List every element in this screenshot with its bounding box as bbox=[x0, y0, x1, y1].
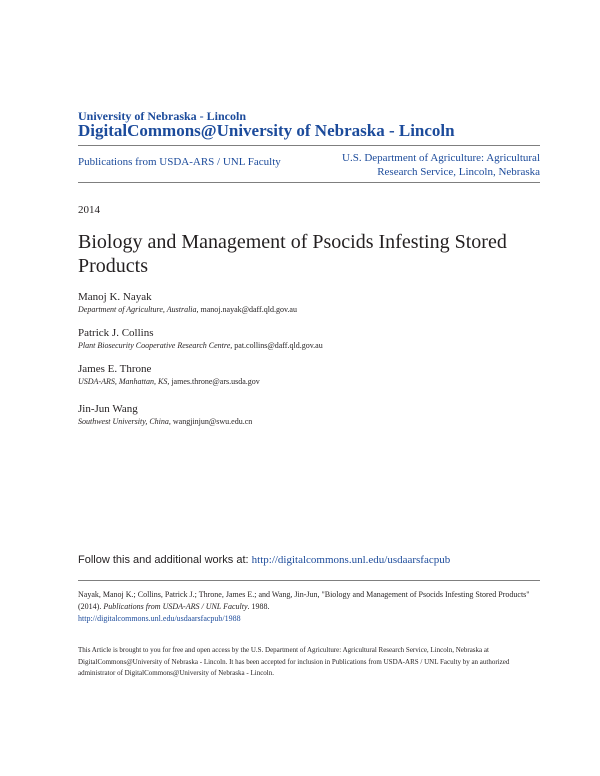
access-notice: This Article is brought to you for free and open access by the U.S. Department of Agriculture: Agricultural Research Service, Lincoln, Nebraska at DigitalCommons@University of Nebraska - Lincoln. It has been accepted for inclusion in Publications from USDA-ARS / UNL Faculty by an authorized administrator of DigitalCommons@University of Nebraska - Lincoln. bbox=[78, 646, 510, 677]
author-name: Jin-Jun Wang bbox=[78, 403, 138, 415]
author-block bbox=[78, 290, 297, 316]
affiliation-text: Southwest University, China bbox=[78, 417, 169, 426]
series-link[interactable]: Publications from USDA-ARS / UNL Faculty bbox=[78, 156, 281, 168]
citation-series: Publications from USDA-ARS / UNL Faculty bbox=[103, 602, 248, 611]
author-name: James E. Throne bbox=[78, 363, 152, 375]
citation-block bbox=[78, 589, 540, 625]
author-email[interactable]: manoj.nayak@daff.qld.gov.au bbox=[200, 305, 297, 314]
affiliation-text: USDA-ARS, Manhattan, KS bbox=[78, 377, 168, 386]
author-email[interactable]: james.throne@ars.usda.gov bbox=[171, 377, 260, 386]
author-email[interactable]: pat.collins@daff.qld.gov.au bbox=[234, 341, 323, 350]
divider-citation bbox=[78, 580, 540, 581]
author-affiliation: Department of Agriculture, Australia, manoj.nayak@daff.qld.gov.au bbox=[78, 305, 297, 314]
author-block bbox=[78, 362, 260, 388]
follow-line bbox=[78, 554, 450, 566]
author-affiliation: Plant Biosecurity Cooperative Research Centre, pat.collins@daff.qld.gov.au bbox=[78, 341, 323, 350]
author-name: Manoj K. Nayak bbox=[78, 291, 152, 303]
department-link[interactable]: U.S. Department of Agriculture: Agricultural Research Service, Lincoln, Nebraska bbox=[342, 152, 540, 178]
publication-year: 2014 bbox=[78, 204, 100, 216]
citation-number: . 1988. bbox=[247, 602, 270, 611]
affiliation-text: Department of Agriculture, Australia bbox=[78, 305, 197, 314]
author-affiliation: USDA-ARS, Manhattan, KS, james.throne@ars.usda.gov bbox=[78, 377, 260, 386]
divider-header-bottom bbox=[78, 182, 540, 183]
repository-link[interactable]: DigitalCommons@University of Nebraska - Lincoln bbox=[78, 121, 455, 140]
follow-link[interactable]: http://digitalcommons.unl.edu/usdaarsfacpub bbox=[251, 554, 451, 566]
institution-link[interactable]: University of Nebraska - Lincoln bbox=[78, 109, 246, 123]
follow-label: Follow this and additional works at: bbox=[78, 554, 249, 566]
divider-top bbox=[78, 145, 540, 146]
citation-text: Nayak, Manoj K.; Collins, Patrick J.; Throne, James E.; and Wang, Jin-Jun, "Biology and Management of Psocids Infesting Stored Products" (2014). bbox=[78, 590, 530, 611]
affiliation-text: Plant Biosecurity Cooperative Research Centre bbox=[78, 341, 231, 350]
author-block bbox=[78, 402, 252, 428]
author-email[interactable]: wangjinjun@swu.edu.cn bbox=[172, 417, 253, 426]
author-name: Patrick J. Collins bbox=[78, 327, 154, 339]
author-affiliation: Southwest University, China, wangjinjun@swu.edu.cn bbox=[78, 417, 253, 426]
author-block bbox=[78, 326, 323, 352]
paper-title: Biology and Management of Psocids Infesting Stored Products bbox=[78, 231, 507, 277]
citation-link[interactable]: http://digitalcommons.unl.edu/usdaarsfacpub/1988 bbox=[78, 614, 241, 623]
